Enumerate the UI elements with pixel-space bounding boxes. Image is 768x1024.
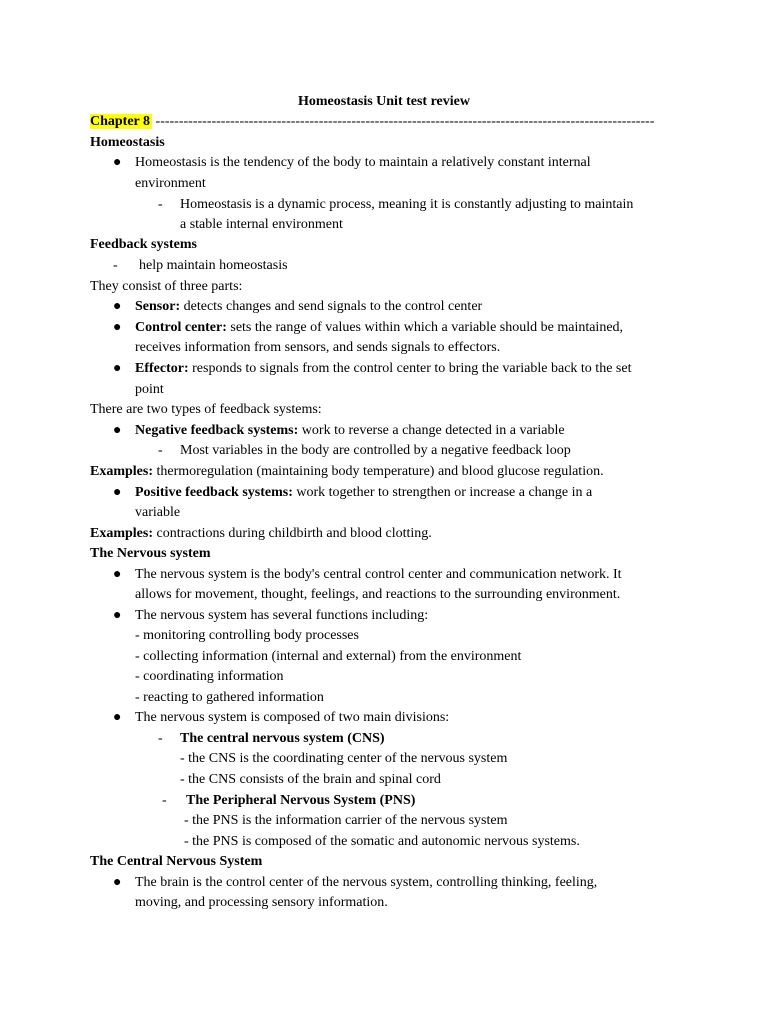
positive-feedback-text: work together to strengthen or increase a change in a bbox=[292, 485, 593, 500]
effector-text-cont: point bbox=[135, 382, 164, 397]
negative-feedback-note: Most variables in the body are controlled by a negative feedback loop bbox=[180, 443, 571, 458]
bullet-icon: ● bbox=[113, 608, 122, 623]
chapter-line bbox=[90, 112, 654, 132]
chapter-dash-rule: ----------------------------------------------------------------------------------------------------------- bbox=[152, 114, 655, 129]
brain-description: The brain is the control center of the nervous system, controlling thinking, feeling, bbox=[135, 875, 598, 890]
bullet-icon: ● bbox=[113, 710, 122, 725]
positive-feedback-term: Positive feedback systems: bbox=[135, 485, 293, 500]
bullet-icon: ● bbox=[113, 485, 122, 500]
heading-homeostasis: Homeostasis bbox=[90, 135, 165, 150]
positive-feedback-text-cont: variable bbox=[135, 505, 181, 520]
control-center-text-cont: receives information from sensors, and sends signals to effectors. bbox=[135, 340, 501, 355]
nervous-divisions-intro: The nervous system is composed of two main divisions: bbox=[135, 710, 450, 725]
control-center-text: sets the range of values within which a variable should be maintained, bbox=[226, 320, 624, 335]
negative-feedback-text: work to reverse a change detected in a variable bbox=[298, 423, 565, 438]
pns-detail: - the PNS is the information carrier of the nervous system bbox=[184, 813, 508, 828]
bullet-icon: ● bbox=[113, 320, 122, 335]
negative-feedback-term: Negative feedback systems: bbox=[135, 423, 299, 438]
homeostasis-definition-cont: environment bbox=[135, 176, 206, 191]
nervous-overview-cont: allows for movement, thought, feelings, and reactions to the surrounding environment. bbox=[135, 587, 621, 602]
brain-description-cont: moving, and processing sensory information. bbox=[135, 895, 388, 910]
nervous-function-item: - coordinating information bbox=[135, 669, 284, 684]
sensor-text: detects changes and send signals to the control center bbox=[180, 299, 483, 314]
dash-icon: - bbox=[158, 197, 163, 212]
dash-icon: - bbox=[162, 793, 167, 808]
document-title: Homeostasis Unit test review bbox=[298, 94, 470, 109]
feedback-purpose: help maintain homeostasis bbox=[139, 258, 288, 273]
bullet-icon: ● bbox=[113, 567, 122, 582]
dash-icon: - bbox=[158, 443, 163, 458]
nervous-function-item: - monitoring controlling body processes bbox=[135, 628, 359, 643]
heading-nervous-system: The Nervous system bbox=[90, 546, 211, 561]
feedback-parts-intro: They consist of three parts: bbox=[90, 279, 243, 294]
sensor-term: Sensor: bbox=[135, 299, 181, 314]
pns-detail: - the PNS is composed of the somatic and autonomic nervous systems. bbox=[184, 834, 580, 849]
bullet-icon: ● bbox=[113, 361, 122, 376]
heading-feedback-systems: Feedback systems bbox=[90, 237, 197, 252]
bullet-icon: ● bbox=[113, 423, 122, 438]
nervous-function-item: - collecting information (internal and external) from the environment bbox=[135, 649, 522, 664]
effector-text: responds to signals from the control center to bring the variable back to the set bbox=[188, 361, 632, 376]
cns-title: The central nervous system (CNS) bbox=[180, 731, 385, 746]
homeostasis-dynamic: Homeostasis is a dynamic process, meaning it is constantly adjusting to maintain bbox=[180, 197, 634, 212]
sensor-item bbox=[135, 297, 482, 317]
homeostasis-definition: Homeostasis is the tendency of the body to maintain a relatively constant internal bbox=[135, 155, 591, 170]
examples-text: contractions during childbirth and blood clotting. bbox=[153, 526, 432, 541]
nervous-overview: The nervous system is the body's central control center and communication network. It bbox=[135, 567, 622, 582]
negative-feedback-item bbox=[135, 421, 565, 441]
effector-item bbox=[135, 359, 631, 379]
dash-icon: - bbox=[158, 731, 163, 746]
chapter-label: Chapter 8 bbox=[90, 114, 151, 129]
heading-central-nervous-system: The Central Nervous System bbox=[90, 854, 263, 869]
pns-title: The Peripheral Nervous System (PNS) bbox=[186, 793, 416, 808]
feedback-types-intro: There are two types of feedback systems: bbox=[90, 402, 322, 417]
effector-term: Effector: bbox=[135, 361, 189, 376]
examples-term: Examples: bbox=[90, 526, 153, 541]
dash-icon: - bbox=[113, 258, 118, 273]
negative-examples bbox=[90, 462, 604, 482]
examples-term: Examples: bbox=[90, 464, 153, 479]
bullet-icon: ● bbox=[113, 155, 122, 170]
cns-detail: - the CNS consists of the brain and spinal cord bbox=[180, 772, 441, 787]
control-center-term: Control center: bbox=[135, 320, 227, 335]
nervous-functions-intro: The nervous system has several functions including: bbox=[135, 608, 429, 623]
bullet-icon: ● bbox=[113, 875, 122, 890]
cns-detail: - the CNS is the coordinating center of the nervous system bbox=[180, 751, 508, 766]
homeostasis-dynamic-cont: a stable internal environment bbox=[180, 217, 343, 232]
nervous-function-item: - reacting to gathered information bbox=[135, 690, 324, 705]
positive-feedback-item bbox=[135, 483, 592, 503]
examples-text: thermoregulation (maintaining body temperature) and blood glucose regulation. bbox=[153, 464, 604, 479]
bullet-icon: ● bbox=[113, 299, 122, 314]
control-center-item bbox=[135, 318, 623, 338]
positive-examples bbox=[90, 524, 432, 544]
